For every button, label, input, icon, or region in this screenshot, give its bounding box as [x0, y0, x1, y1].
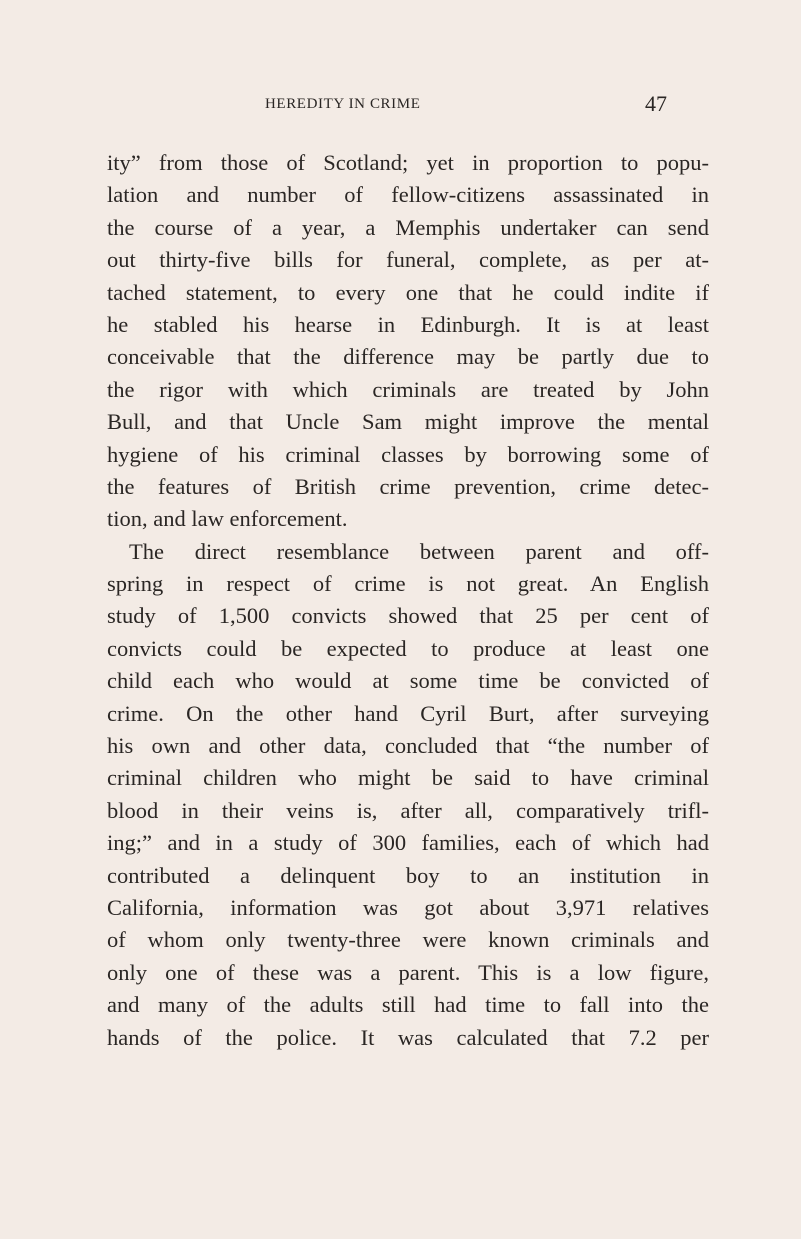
text-line: study of 1,500 convicts showed that 25 per cent of: [107, 603, 709, 629]
text-line: spring in respect of crime is not great. An English: [107, 571, 709, 597]
text-line: his own and other data, concluded that “the number of: [107, 733, 709, 759]
text-line: criminal children who might be said to have criminal: [107, 765, 709, 791]
text-line: ing;” and in a study of 300 families, each of which had: [107, 830, 709, 856]
text-line: ity” from those of Scotland; yet in proportion to popu-: [107, 150, 709, 175]
text-line: of whom only twenty-three were known criminals and: [107, 927, 709, 953]
text-line: contributed a delinquent boy to an institution in: [107, 862, 709, 888]
text-line: conceivable that the difference may be partly due to: [107, 344, 709, 370]
text-line: California, information was got about 3,971 relatives: [107, 894, 709, 920]
page-number: 47: [645, 91, 667, 116]
running-title: HEREDITY IN CRIME: [265, 96, 421, 112]
text-line: the features of British crime prevention, crime detec-: [107, 473, 709, 499]
text-line: and many of the adults still had time to fall into the: [107, 992, 709, 1018]
text-line: crime. On the other hand Cyril Burt, after surveying: [107, 700, 709, 726]
text-line: The direct resemblance between parent and off-: [129, 538, 709, 564]
text-line: convicts could be expected to produce at least one: [107, 635, 709, 661]
text-line: blood in their veins is, after all, comparatively trifl-: [107, 797, 709, 823]
text-line: only one of these was a parent. This is a low figure,: [107, 959, 709, 985]
text-line: he stabled his hearse in Edinburgh. It is at least: [107, 311, 709, 337]
text-line: tion, and law enforcement.: [107, 506, 348, 532]
text-line: tached statement, to every one that he could indite if: [107, 279, 709, 305]
text-line: the course of a year, a Memphis undertaker can send: [107, 214, 709, 240]
text-line: hands of the police. It was calculated that 7.2 per: [107, 1024, 709, 1050]
text-line: Bull, and that Uncle Sam might improve the mental: [107, 409, 709, 435]
page-header: [0, 91, 801, 118]
text-line: hygiene of his criminal classes by borrowing some of: [107, 441, 709, 467]
text-line: lation and number of fellow-citizens assassinated in: [107, 182, 709, 208]
text-line: out thirty-five bills for funeral, complete, as per at-: [107, 247, 709, 273]
body-text: [107, 147, 709, 1054]
text-line: the rigor with which criminals are treated by John: [107, 376, 709, 402]
text-line: child each who would at some time be convicted of: [107, 668, 709, 694]
